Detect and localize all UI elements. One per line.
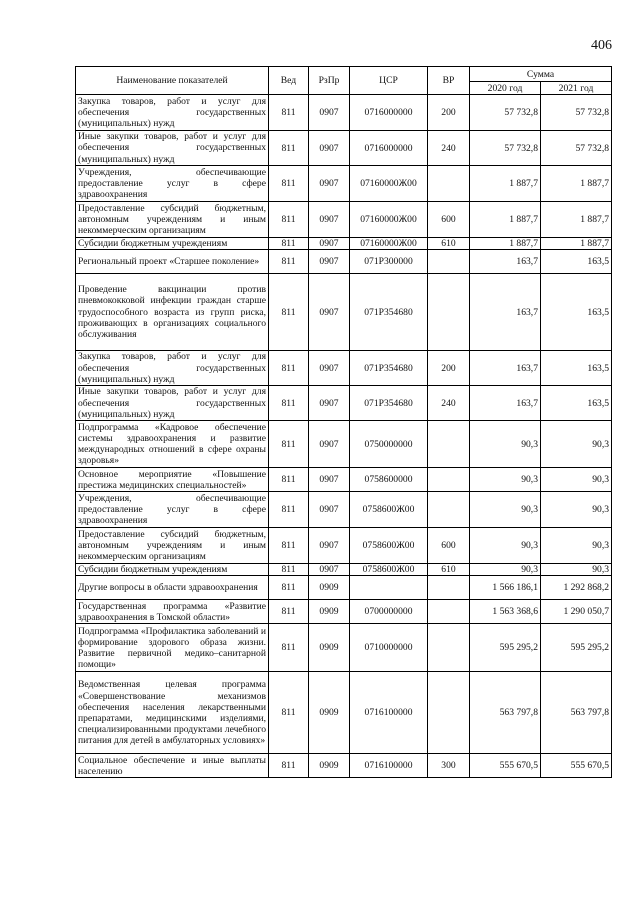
row-vr [428,492,470,528]
row-csr: 0716100000 [350,672,428,754]
row-csr: 0716100000 [350,754,428,778]
row-amount-2020: 1 887,7 [470,166,541,202]
header-csr: ЦСР [350,67,428,95]
row-name: Подпрограмма «Кадровое обеспечение системы здравоохранения и развитие международных отношений в сфере охраны здоровья» [76,421,269,468]
row-rzpr: 0907 [309,351,350,386]
row-amount-2020: 1 887,7 [470,202,541,238]
row-amount-2020: 595 295,2 [470,624,541,672]
header-ved: Вед [269,67,309,95]
table-row [76,166,612,202]
row-name: Иные закупки товаров, работ и услуг для обеспечения государственных (муниципальных) нужд [76,386,269,421]
row-ved: 811 [269,468,309,492]
row-vr [428,166,470,202]
row-name: Учреждения, обеспечивающие предоставление услуг в сфере здравоохранения [76,492,269,528]
row-rzpr: 0907 [309,166,350,202]
row-rzpr: 0907 [309,274,350,351]
row-rzpr: 0907 [309,564,350,576]
row-rzpr: 0907 [309,468,350,492]
row-amount-2020: 1 566 186,1 [470,576,541,600]
row-ved: 811 [269,386,309,421]
row-ved: 811 [269,250,309,274]
row-ved: 811 [269,421,309,468]
row-name: Предоставление субсидий бюджетным, автономным учреждениям и иным некоммерческим организациям [76,528,269,564]
row-ved: 811 [269,672,309,754]
row-ved: 811 [269,564,309,576]
row-rzpr: 0909 [309,754,350,778]
table-row [76,528,612,564]
row-csr: 07160000Ж00 [350,238,428,250]
row-rzpr: 0907 [309,250,350,274]
row-rzpr: 0909 [309,672,350,754]
row-vr [428,600,470,624]
row-csr: 0758600000 [350,468,428,492]
row-rzpr: 0907 [309,492,350,528]
table-row [76,421,612,468]
row-amount-2021: 1 292 868,2 [541,576,612,600]
row-amount-2021: 90,3 [541,564,612,576]
row-vr [428,624,470,672]
row-vr [428,468,470,492]
row-vr: 610 [428,564,470,576]
row-rzpr: 0907 [309,386,350,421]
row-ved: 811 [269,202,309,238]
row-name: Субсидии бюджетным учреждениям [76,238,269,250]
row-csr: 07160000Ж00 [350,202,428,238]
row-amount-2020: 90,3 [470,528,541,564]
row-ved: 811 [269,492,309,528]
row-amount-2020: 163,7 [470,274,541,351]
table-row [76,274,612,351]
row-amount-2020: 163,7 [470,351,541,386]
row-amount-2021: 90,3 [541,492,612,528]
table-row [76,624,612,672]
header-year-2020: 2020 год [470,82,541,95]
row-amount-2021: 57 732,8 [541,131,612,166]
row-amount-2021: 1 887,7 [541,166,612,202]
row-vr: 600 [428,528,470,564]
row-amount-2020: 163,7 [470,250,541,274]
row-amount-2020: 163,7 [470,386,541,421]
row-name: Проведение вакцинации против пневмококковой инфекции граждан старше трудоспособного возраста из групп риска, проживающих в организациях социального обслуживания [76,274,269,351]
row-csr: 0716000000 [350,95,428,131]
row-ved: 811 [269,351,309,386]
row-rzpr: 0907 [309,238,350,250]
row-csr: 07160000Ж00 [350,166,428,202]
header-vr: ВР [428,67,470,95]
row-name: Ведомственная целевая программа «Совершенствование механизмов обеспечения населения лекарственными препаратами, медицинскими изделиями, специализированными продуктами лечебного питания для детей в амбулаторных условиях» [76,672,269,754]
row-ved: 811 [269,576,309,600]
row-ved: 811 [269,754,309,778]
row-vr: 200 [428,95,470,131]
row-vr [428,274,470,351]
row-csr: 071P354680 [350,351,428,386]
row-vr: 240 [428,131,470,166]
row-rzpr: 0909 [309,600,350,624]
row-amount-2021: 1 887,7 [541,238,612,250]
row-rzpr: 0907 [309,95,350,131]
table-row [76,202,612,238]
row-rzpr: 0907 [309,131,350,166]
row-name: Другие вопросы в области здравоохранения [76,576,269,600]
page-number: 406 [591,38,612,53]
row-amount-2021: 1 290 050,7 [541,600,612,624]
row-rzpr: 0907 [309,421,350,468]
row-name: Учреждения, обеспечивающие предоставление услуг в сфере здравоохранения [76,166,269,202]
row-csr: 0716000000 [350,131,428,166]
row-name: Субсидии бюджетным учреждениям [76,564,269,576]
row-csr: 0750000000 [350,421,428,468]
header-rzpr: РзПр [309,67,350,95]
row-vr: 610 [428,238,470,250]
table-row [76,672,612,754]
table-row [76,386,612,421]
header-year-2021: 2021 год [541,82,612,95]
table-row [76,576,612,600]
row-vr [428,576,470,600]
row-csr: 0758600Ж00 [350,528,428,564]
table-row [76,600,612,624]
row-amount-2021: 163,5 [541,386,612,421]
row-name: Региональный проект «Старшее поколение» [76,250,269,274]
table-row [76,95,612,131]
row-amount-2020: 1 563 368,6 [470,600,541,624]
row-ved: 811 [269,166,309,202]
row-csr: 0710000000 [350,624,428,672]
row-name: Социальное обеспечение и иные выплаты населению [76,754,269,778]
table-row [76,564,612,576]
row-csr: 071P300000 [350,250,428,274]
row-rzpr: 0907 [309,202,350,238]
row-vr: 300 [428,754,470,778]
row-csr: 0700000000 [350,600,428,624]
row-amount-2021: 1 887,7 [541,202,612,238]
row-ved: 811 [269,131,309,166]
row-amount-2021: 563 797,8 [541,672,612,754]
row-ved: 811 [269,600,309,624]
row-vr [428,421,470,468]
row-name: Подпрограмма «Профилактика заболеваний и формирование здорового образа жизни. Развитие первичной медико–санитарной помощи» [76,624,269,672]
row-amount-2021: 555 670,5 [541,754,612,778]
row-amount-2021: 163,5 [541,274,612,351]
row-csr: 0758600Ж00 [350,564,428,576]
row-amount-2020: 90,3 [470,492,541,528]
table-row [76,351,612,386]
row-rzpr: 0909 [309,624,350,672]
row-amount-2021: 90,3 [541,528,612,564]
row-amount-2020: 57 732,8 [470,95,541,131]
table-body [76,95,612,778]
row-name: Основное мероприятие «Повышение престижа медицинских специальностей» [76,468,269,492]
row-csr: 071P354680 [350,386,428,421]
row-amount-2021: 90,3 [541,421,612,468]
row-ved: 811 [269,95,309,131]
header-name: Наименование показателей [76,67,269,95]
row-vr: 600 [428,202,470,238]
row-ved: 811 [269,528,309,564]
row-amount-2020: 563 797,8 [470,672,541,754]
table-row [76,468,612,492]
table-row [76,131,612,166]
row-amount-2020: 90,3 [470,468,541,492]
row-amount-2020: 90,3 [470,564,541,576]
row-vr [428,672,470,754]
row-ved: 811 [269,238,309,250]
table-header [76,67,612,95]
row-rzpr: 0909 [309,576,350,600]
row-amount-2020: 555 670,5 [470,754,541,778]
row-vr: 240 [428,386,470,421]
row-csr: 071P354680 [350,274,428,351]
table-row [76,492,612,528]
row-amount-2021: 163,5 [541,250,612,274]
row-amount-2021: 90,3 [541,468,612,492]
row-vr [428,250,470,274]
row-amount-2021: 57 732,8 [541,95,612,131]
table-row [76,238,612,250]
row-amount-2020: 1 887,7 [470,238,541,250]
row-name: Государственная программа «Развитие здравоохранения в Томской области» [76,600,269,624]
row-name: Предоставление субсидий бюджетным, автономным учреждениям и иным некоммерческим организациям [76,202,269,238]
row-name: Закупка товаров, работ и услуг для обеспечения государственных (муниципальных) нужд [76,95,269,131]
row-amount-2021: 163,5 [541,351,612,386]
row-csr [350,576,428,600]
table-row [76,754,612,778]
row-name: Иные закупки товаров, работ и услуг для обеспечения государственных (муниципальных) нужд [76,131,269,166]
row-csr: 0758600Ж00 [350,492,428,528]
row-amount-2020: 57 732,8 [470,131,541,166]
row-amount-2020: 90,3 [470,421,541,468]
row-amount-2021: 595 295,2 [541,624,612,672]
budget-table [75,66,612,778]
table-row [76,250,612,274]
header-sum: Сумма [470,67,612,82]
row-name: Закупка товаров, работ и услуг для обеспечения государственных (муниципальных) нужд [76,351,269,386]
row-rzpr: 0907 [309,528,350,564]
row-vr: 200 [428,351,470,386]
row-ved: 811 [269,624,309,672]
row-ved: 811 [269,274,309,351]
